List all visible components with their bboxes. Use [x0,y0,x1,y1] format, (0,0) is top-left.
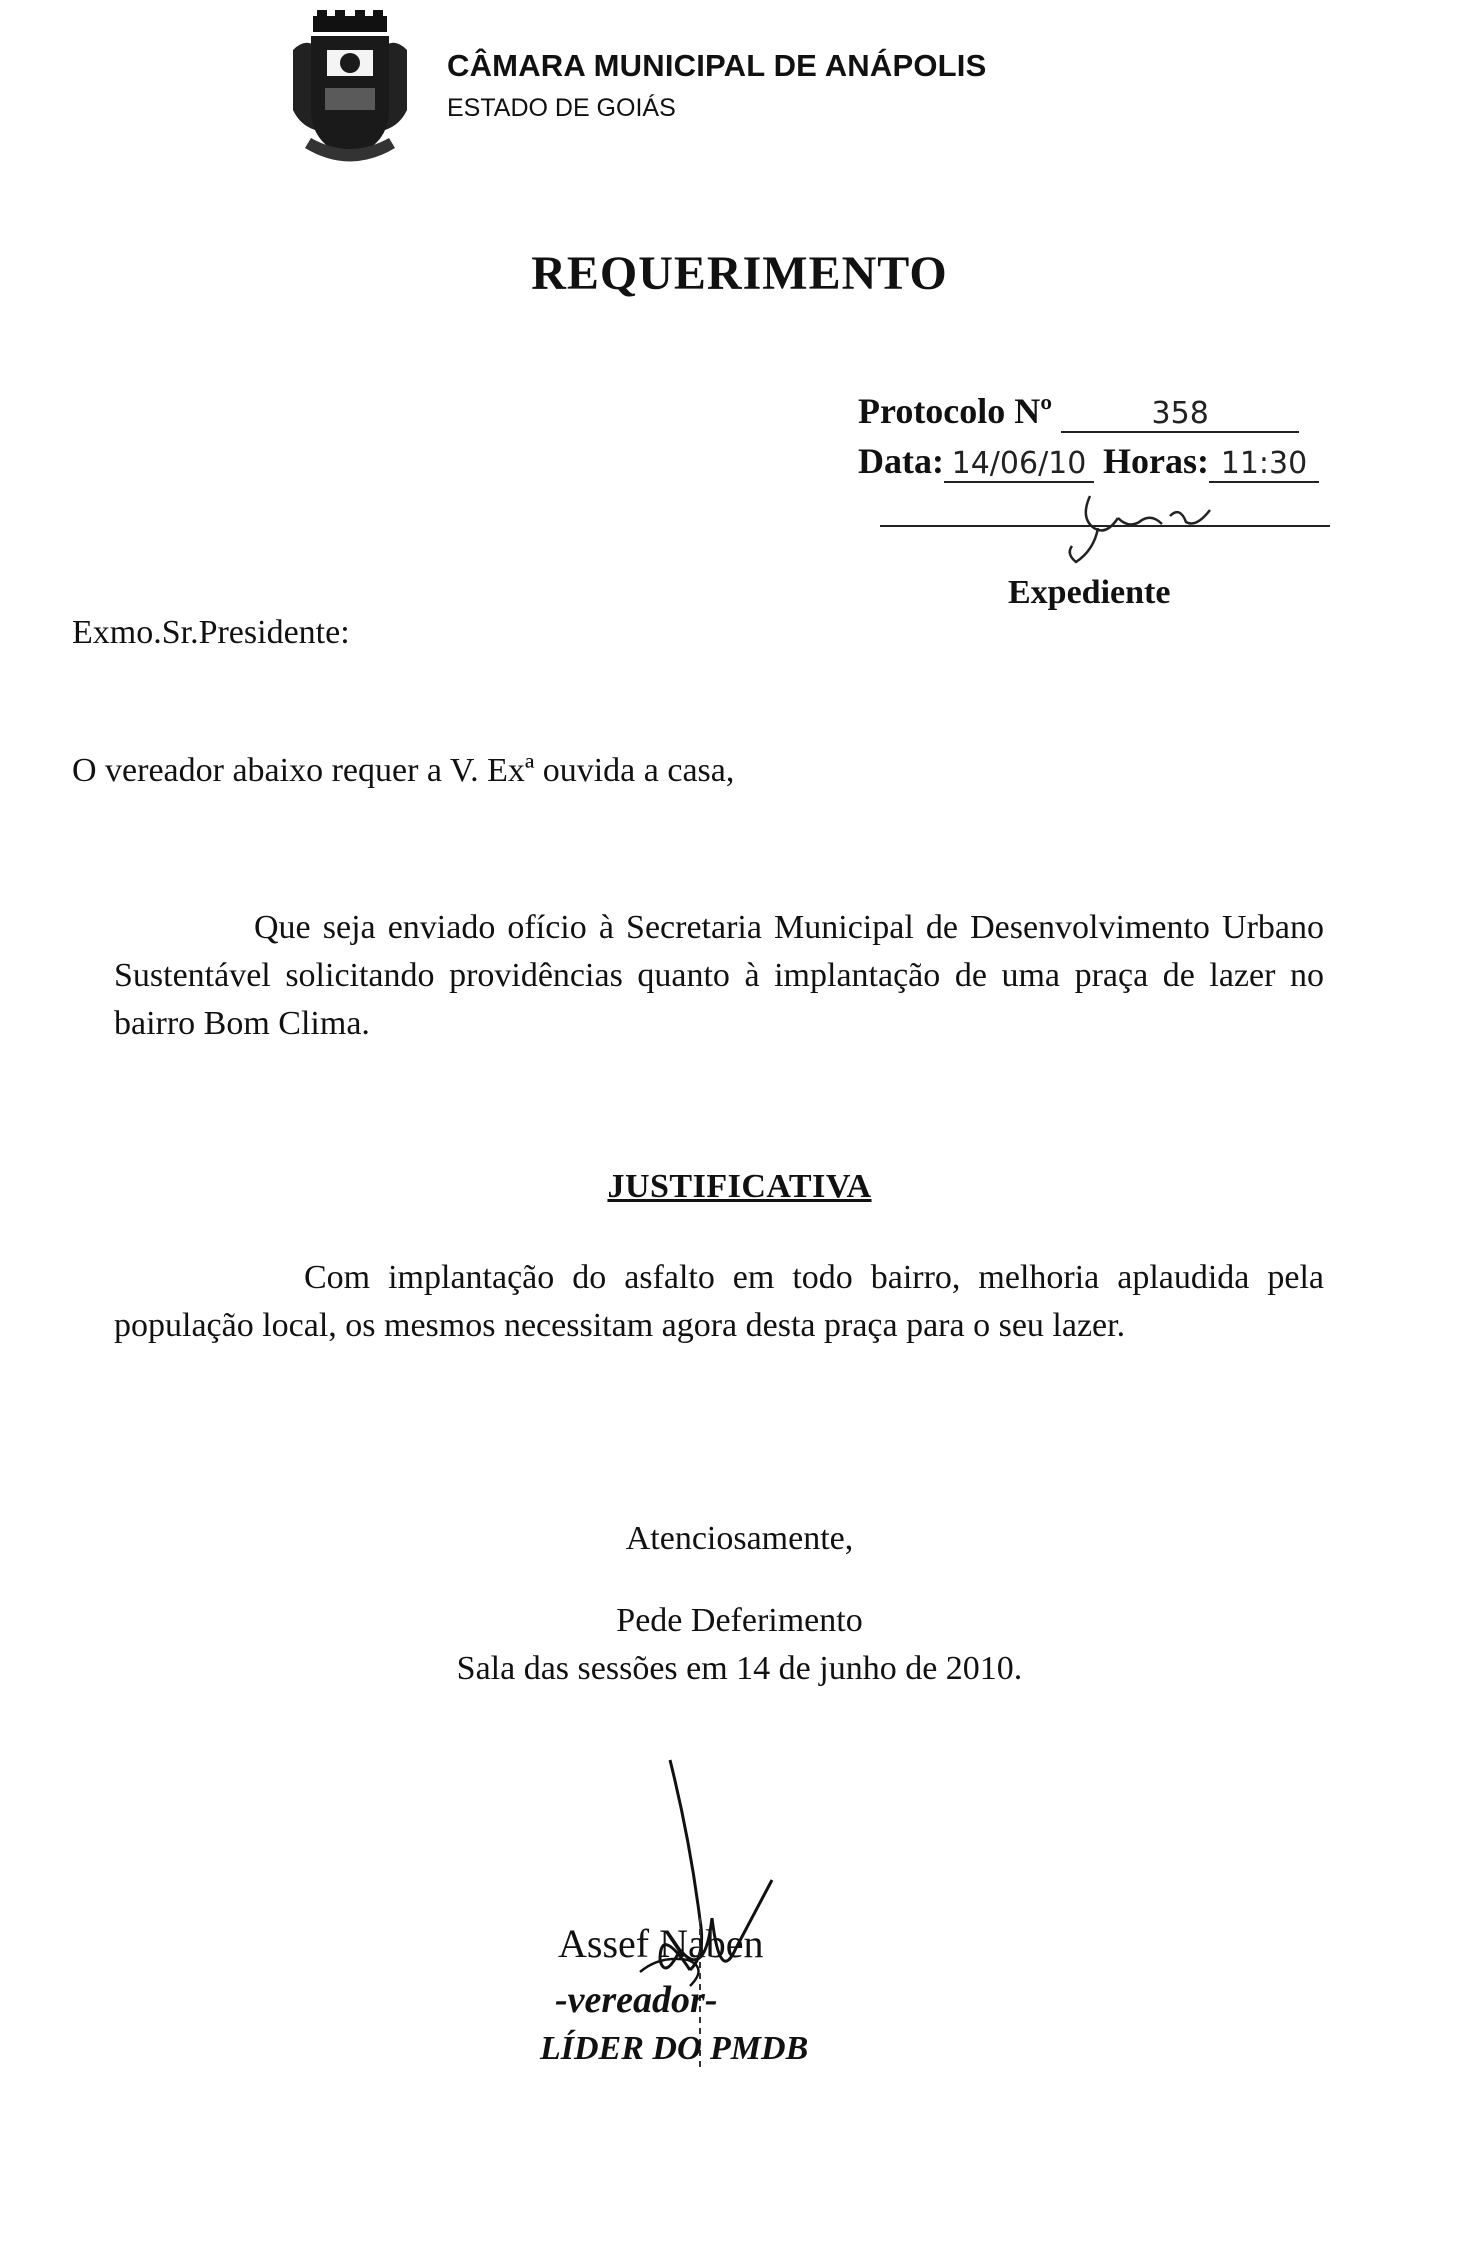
protocol-date-value: 14/06/10 [944,447,1094,483]
protocol-date-label: Data: [858,441,944,481]
request-text: Que seja enviado ofício à Secretaria Municipal de Desenvolvimento Urbano Sustentável solicitando providências quanto à implantação de uma praça de lazer no bairro Bom Clima. [114,909,1324,1042]
justification-title: JUSTIFICATIVA [607,1168,872,1205]
author-party: LÍDER DO PMDB [540,2030,809,2067]
expediente-signature-line [880,488,1330,568]
closing-request: Pede Deferimento [616,1602,863,1639]
intro-text: O vereador abaixo requer a V. Exª ouvida a casa, [72,752,735,789]
request-paragraph [114,904,1324,1048]
protocol-date-line [858,440,1319,483]
author-name: Assef Naben [558,1921,764,1966]
expediente-label: Expediente [1008,574,1171,611]
institution-state: ESTADO DE GOIÁS [447,94,676,122]
municipal-coat-of-arms-icon [285,10,415,175]
protocol-number-line [858,390,1299,433]
protocol-number-label: Protocolo Nº [858,391,1053,431]
salutation: Exmo.Sr.Presidente: [72,614,350,651]
handwritten-signature [540,1750,800,2070]
protocol-number-value: 358 [1061,397,1299,433]
document-title: REQUERIMENTO [531,247,948,300]
author-role: -vereador- [555,1979,718,2021]
protocol-hours-label: Horas: [1102,441,1209,481]
closing-regards: Atenciosamente, [625,1520,854,1557]
justification-paragraph [114,1254,1324,1350]
justification-text: Com implantação do asfalto em todo bairro, melhoria aplaudida pela população local, os mesmos necessitam agora desta praça para o seu lazer. [114,1259,1324,1344]
closing-place-date: Sala das sessões em 14 de junho de 2010. [456,1650,1023,1687]
protocol-hours-value: 11:30 [1209,447,1319,483]
institution-name: CÂMARA MUNICIPAL DE ANÁPOLIS [447,48,987,83]
